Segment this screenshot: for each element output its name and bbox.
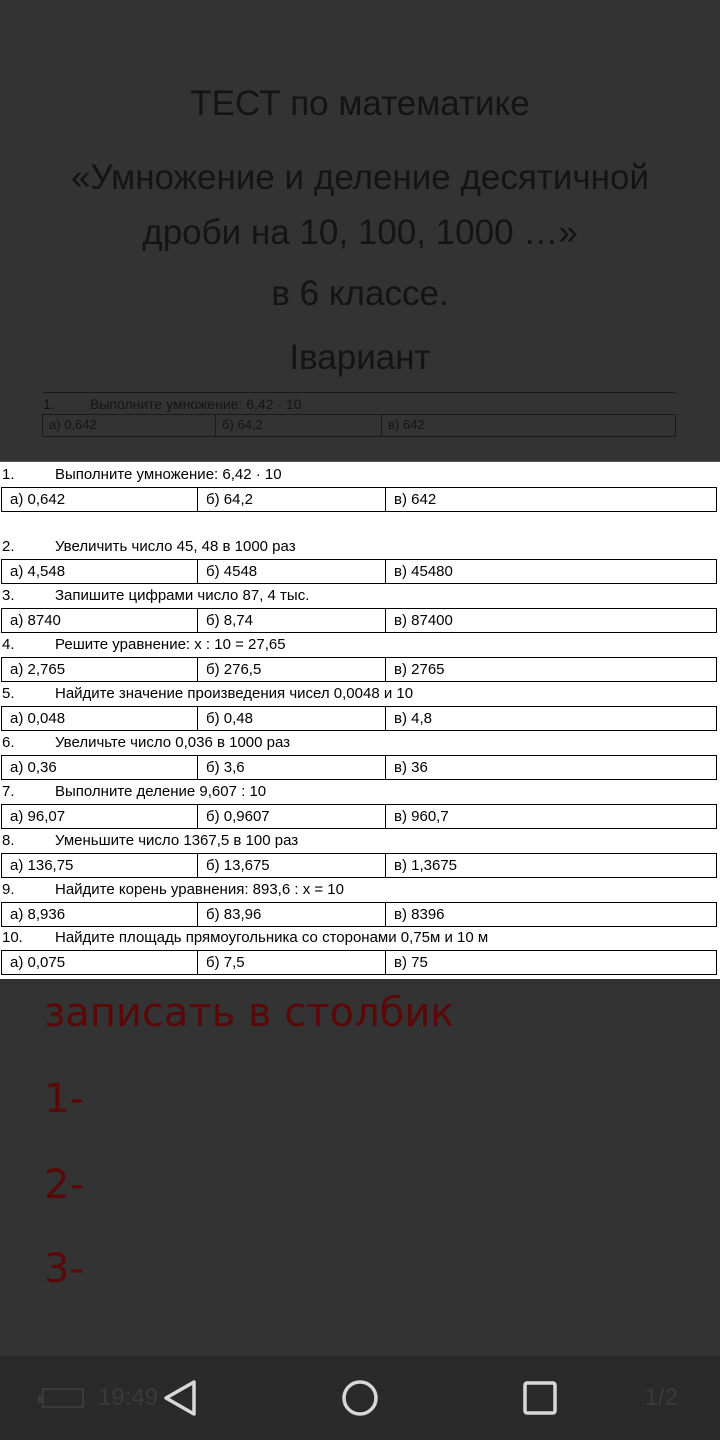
answer-option-b[interactable]: б) 13,675 [198, 854, 386, 877]
handwritten-line-1: 1- [44, 1076, 84, 1122]
answer-option-a[interactable]: а) 0,048 [2, 707, 198, 730]
doc-title: ТЕСТ по математике [190, 84, 530, 123]
question-number: 9. [2, 881, 15, 898]
answer-option-b[interactable]: б) 7,5 [198, 951, 386, 974]
question-number: 3. [2, 587, 15, 604]
question-text: Уменьшите число 1367,5 в 100 раз [55, 832, 299, 849]
answer-option-b[interactable]: б) 0,48 [198, 707, 386, 730]
answer-option-c[interactable]: в) 8396 [394, 906, 445, 923]
test-page [0, 461, 720, 979]
question [2, 684, 413, 704]
answer-option-b[interactable]: б) 4548 [198, 560, 386, 583]
answer-option-c[interactable]: в) 87400 [394, 612, 453, 629]
doc-grade: в 6 классе. [271, 274, 449, 313]
answer-option-a[interactable]: а) 4,548 [2, 560, 198, 583]
answer-option-b[interactable]: б) 83,96 [198, 903, 386, 926]
question-number: 8. [2, 832, 15, 849]
answer-option-b[interactable]: б) 276,5 [198, 658, 386, 681]
question-number: 1. [43, 396, 55, 412]
divider [43, 392, 675, 393]
answer-option-a[interactable]: а) 8,936 [2, 903, 198, 926]
question-number: 5. [2, 685, 15, 702]
answer-option-a[interactable]: а) 8740 [2, 609, 198, 632]
battery-icon [42, 1388, 84, 1408]
answer-row [1, 755, 717, 780]
doc-subtitle [0, 150, 720, 260]
question [2, 465, 282, 485]
question-number: 1. [2, 466, 15, 483]
answer-option-c[interactable]: в) 36 [394, 759, 428, 776]
answer-option-a[interactable]: а) 96,07 [2, 805, 198, 828]
home-icon[interactable] [338, 1376, 382, 1420]
answer-option-c[interactable]: в) 75 [394, 954, 428, 971]
answer-option-a[interactable]: а) 0,075 [2, 951, 198, 974]
answer-row [1, 804, 717, 829]
doc-answer-row [42, 414, 676, 437]
answer-option-b[interactable]: б) 8,74 [198, 609, 386, 632]
navigation-bar [0, 1356, 720, 1440]
handwritten-note: записать в столбик [44, 990, 455, 1036]
answer-option-a[interactable]: а) 0,642 [2, 488, 198, 511]
answer-option-c[interactable]: в) 642 [394, 491, 437, 508]
clock-time: 19:49 [98, 1384, 159, 1411]
answer-option-b[interactable]: б) 64,2 [198, 488, 386, 511]
doc-variant: Івариант [289, 338, 431, 377]
question-text: Выполните умножение: 6,42 · 10 [55, 466, 282, 483]
answer-option-a[interactable]: а) 2,765 [2, 658, 198, 681]
answer-row [1, 706, 717, 731]
question-number: 6. [2, 734, 15, 751]
question [2, 928, 488, 948]
question-text: Найдите корень уравнения: 893,6 : х = 10 [55, 881, 344, 898]
question-text: Выполните умножение: 6,42 · 10 [90, 396, 302, 412]
question-text: Найдите площадь прямоугольника со сторонами 0,75м и 10 м [55, 929, 489, 946]
doc-subtitle-text: «Умножение и деление десятичной дроби на 10, 100, 1000 …» [71, 158, 649, 252]
status-area [42, 1384, 158, 1412]
answer-a: а) 0,642 [43, 415, 216, 436]
answer-c: в) 642 [388, 417, 425, 432]
answer-option-c[interactable]: в) 960,7 [394, 808, 449, 825]
answer-row [1, 487, 717, 512]
handwritten-line-2: 2- [44, 1162, 84, 1208]
question-number: 7. [2, 783, 15, 800]
answer-row [1, 950, 717, 975]
answer-option-a[interactable]: а) 0,36 [2, 756, 198, 779]
background-document [0, 0, 720, 460]
question [2, 635, 286, 655]
answer-option-b[interactable]: б) 3,6 [198, 756, 386, 779]
question-text: Увеличьте число 0,036 в 1000 раз [55, 734, 291, 751]
answer-row [1, 853, 717, 878]
question-number: 4. [2, 636, 15, 653]
question-number: 10. [2, 929, 23, 946]
question [2, 880, 344, 900]
recent-apps-icon[interactable] [518, 1376, 562, 1420]
question [2, 782, 266, 802]
answer-b: б) 64,2 [216, 415, 382, 436]
answer-row [1, 608, 717, 633]
page-top-border [0, 461, 720, 462]
answer-row [1, 902, 717, 927]
answer-option-c[interactable]: в) 45480 [394, 563, 453, 580]
question-text: Выполните деление 9,607 : 10 [55, 783, 267, 800]
answer-row [1, 559, 717, 584]
page-indicator: 1/2 [644, 1384, 678, 1411]
answer-option-b[interactable]: б) 0,9607 [198, 805, 386, 828]
question-text: Найдите значение произведения чисел 0,0048 и 10 [55, 685, 414, 702]
question-text: Запишите цифрами число 87, 4 тыс. [55, 587, 310, 604]
answer-row [1, 657, 717, 682]
question [2, 831, 298, 851]
doc-question [43, 396, 301, 412]
question [2, 733, 290, 753]
question [2, 586, 309, 606]
handwritten-line-3: 3- [44, 1246, 84, 1292]
question [2, 537, 296, 557]
question-text: Увеличить число 45, 48 в 1000 раз [55, 538, 296, 555]
answer-option-c[interactable]: в) 4,8 [394, 710, 432, 727]
back-icon[interactable] [158, 1376, 202, 1420]
answer-option-c[interactable]: в) 1,3675 [394, 857, 458, 874]
answer-option-c[interactable]: в) 2765 [394, 661, 445, 678]
question-number: 2. [2, 538, 15, 555]
answer-option-a[interactable]: а) 136,75 [2, 854, 198, 877]
question-text: Решите уравнение: х : 10 = 27,65 [55, 636, 286, 653]
